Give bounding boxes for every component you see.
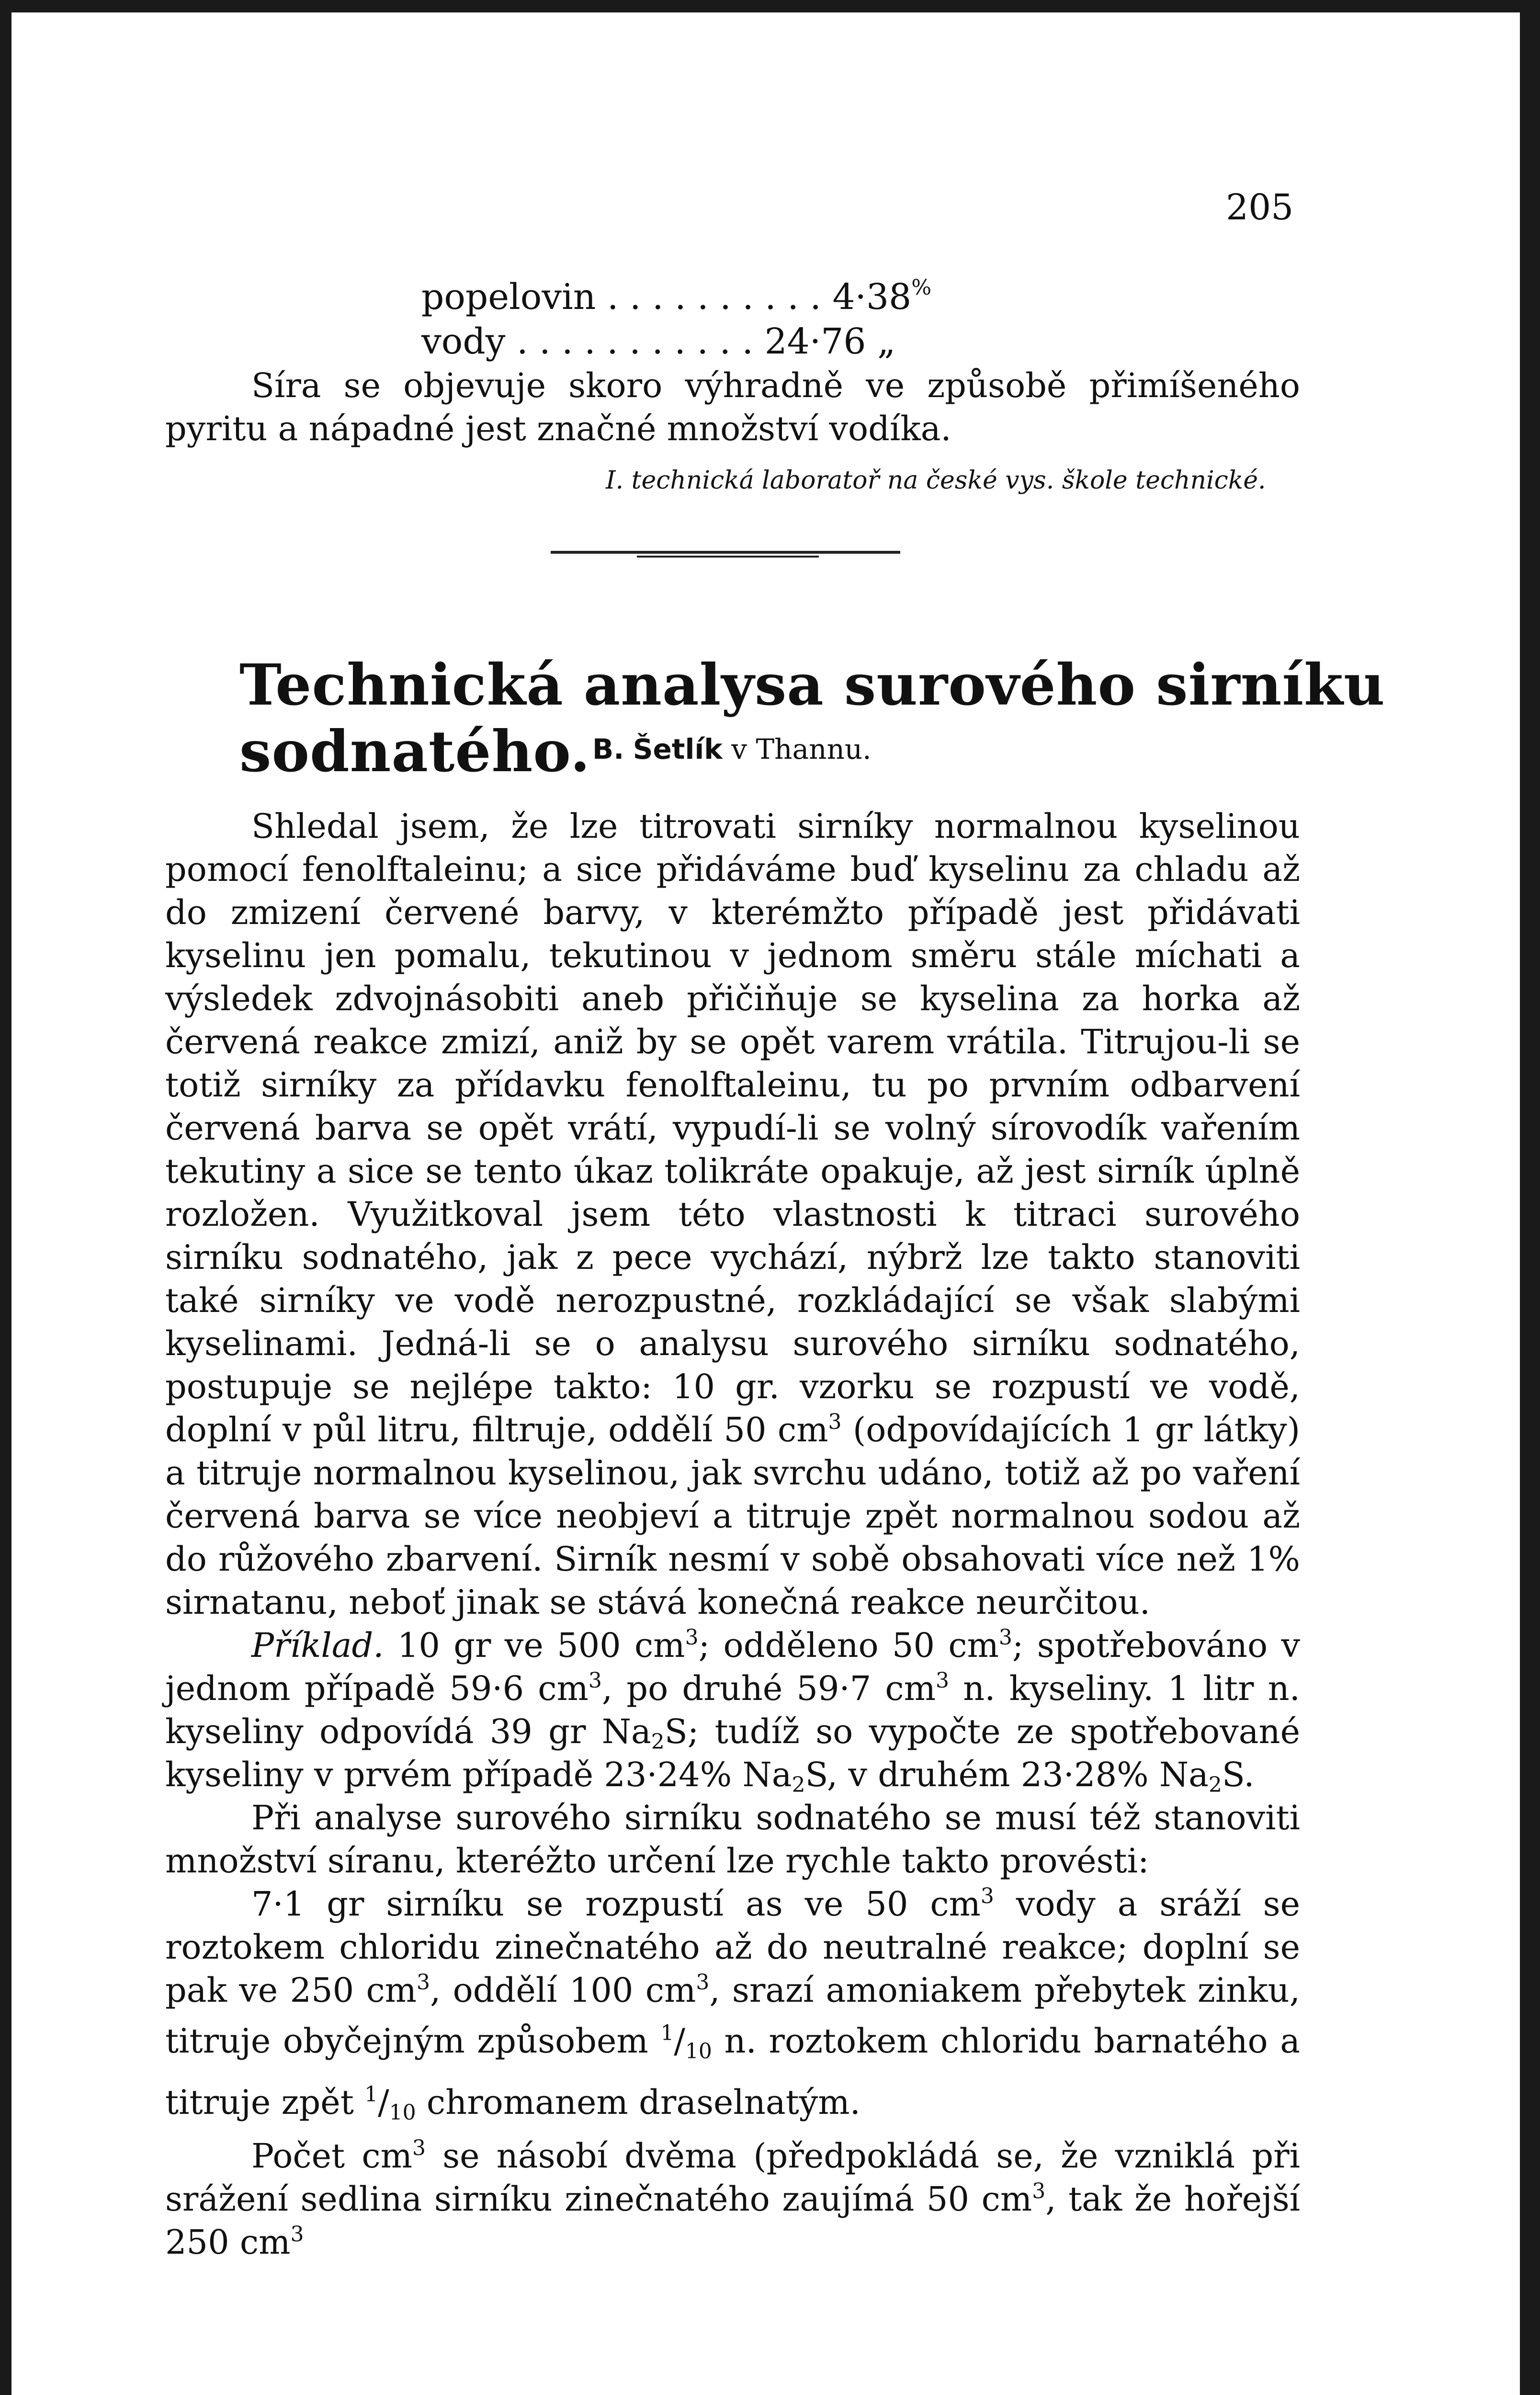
divider-rule <box>551 551 900 554</box>
author-name: Šetlík <box>633 733 723 765</box>
composition-unit: % <box>911 275 932 300</box>
author-place: v Thannu. <box>731 733 872 765</box>
paragraph-count: Počet $cm^3$ se násobí dvěma (předpokládá se, že vzniklá při srážení sedlina sirníku zinečnatého zaujímá 50 $cm^3$, tak že hořejší 250 $cm^3$ <box>165 2136 1301 2262</box>
composition-value: 4·38 <box>832 276 912 318</box>
author-initial: B. <box>592 733 624 765</box>
article-body <box>165 805 1300 2264</box>
page-number: 205 <box>1226 187 1294 228</box>
scan-edge-right <box>1520 0 1540 2395</box>
composition-row <box>421 321 895 362</box>
article-title: Technická analysa surového sirníku sodnatého. <box>239 651 1385 785</box>
composition-dots: . . . . . . . . . . <box>607 276 821 318</box>
composition-label: popelovin <box>421 276 596 318</box>
composition-dots: . . . . . . . . . . . <box>517 321 754 362</box>
paragraph-method: Shledal jsem, že lze titrovati sirníky normalnou kyselinou pomocí fenolftaleinu; a sice přidáváme buď kyselinu za chladu až do zmizení červené barvy, v kterémžto případě jest přidávati kyselinu jen pomalu, tekutinou v jednom směru stále míchati a výsledek zdvojnásobiti aneb přičiňuje se kyselina za horka až červená reakce zmizí, aniž by se opět varem vrátila. Titrujou-li se totiž sirníky za přídavku fenolftaleinu, tu po prvním odbarvení červená barva se opět vrátí, vypudí-li se volný sírovodík vařením tekutiny a sice se tento úkaz tolikráte opakuje, až jest sirník úplně rozložen. Využitkoval jsem této vlastnosti k titraci surového sirníku sodnatého, jak z pece vychází, nýbrž lze takto stanoviti také sirníky ve vodě nerozpustné, rozkládající se však slabými kyselinami. Jedná-li se o analysu surového sirníku sodnatého, postupuje se nejlépe takto: 10 gr. vzorku se rozpustí ve vodě, doplní v půl litru, filtruje, oddělí 50 $cm^3$ (odpovídajících 1 gr látky) a titruje normalnou kyselinou, jak svrchu udáno, totiž až po vaření červená barva se více neobjeví a titruje zpět normalnou sodou až do růžového zbarvení. Sirník nesmí v sobě obsahovati více než 1% sirnatanu, neboť jinak se stává konečná reakce neurčitou. <box>165 807 1301 1622</box>
closing-paragraph: Síra se objevuje skoro výhradně ve způsobě přimíšeného pyritu a nápadné jest značné množství vodíka. <box>165 366 1300 448</box>
author-line <box>592 733 872 765</box>
scan-edge-top <box>0 0 1540 12</box>
paragraph-example: Příklad. 10 gr ve 500 $cm^3$; odděleno 50 $cm^3$; spotřebováno v jednom případě 59·6 $cm^3$, po druhé 59·7 $cm^3$ n. kyseliny. 1 litr n. kyseliny odpovídá 39 gr Na2S; tudíž so vypočte ze spotřebované kyseliny v prvém případě 23·24% Na2S, v druhém 23·28% Na2S. <box>165 1625 1300 1797</box>
composition-value: 24·76 <box>764 321 866 362</box>
signature: I. technická laboratoř na české vys. škole technické. <box>606 466 1266 495</box>
composition-row <box>421 275 931 318</box>
scan-edge-left <box>0 0 11 2395</box>
composition-unit: „ <box>877 321 896 362</box>
paragraph-sulfate: Při analyse surového sirníku sodnatého se musí též stanoviti množství síranu, kteréžto určení lze rychle takto provésti: <box>165 1798 1300 1881</box>
paragraph-procedure: 7·1 gr sirníku se rozpustí as ve 50 $cm^3$ vody a sráží se roztokem chloridu zinečnatého až do neutralné reakce; doplní se pak ve 250 $cm^3$, oddělí 100 $cm^3$, srazí amoniakem přebytek zinku, titruje obyčejným způsobem $^1$/10 n. roztokem chloridu barnatého a titruje zpět $^1$/10 chromanem draselnatým. <box>165 1884 1300 2125</box>
example-label: Příklad. <box>251 1626 384 1665</box>
composition-label: vody <box>421 321 506 362</box>
divider-rule <box>637 556 819 558</box>
